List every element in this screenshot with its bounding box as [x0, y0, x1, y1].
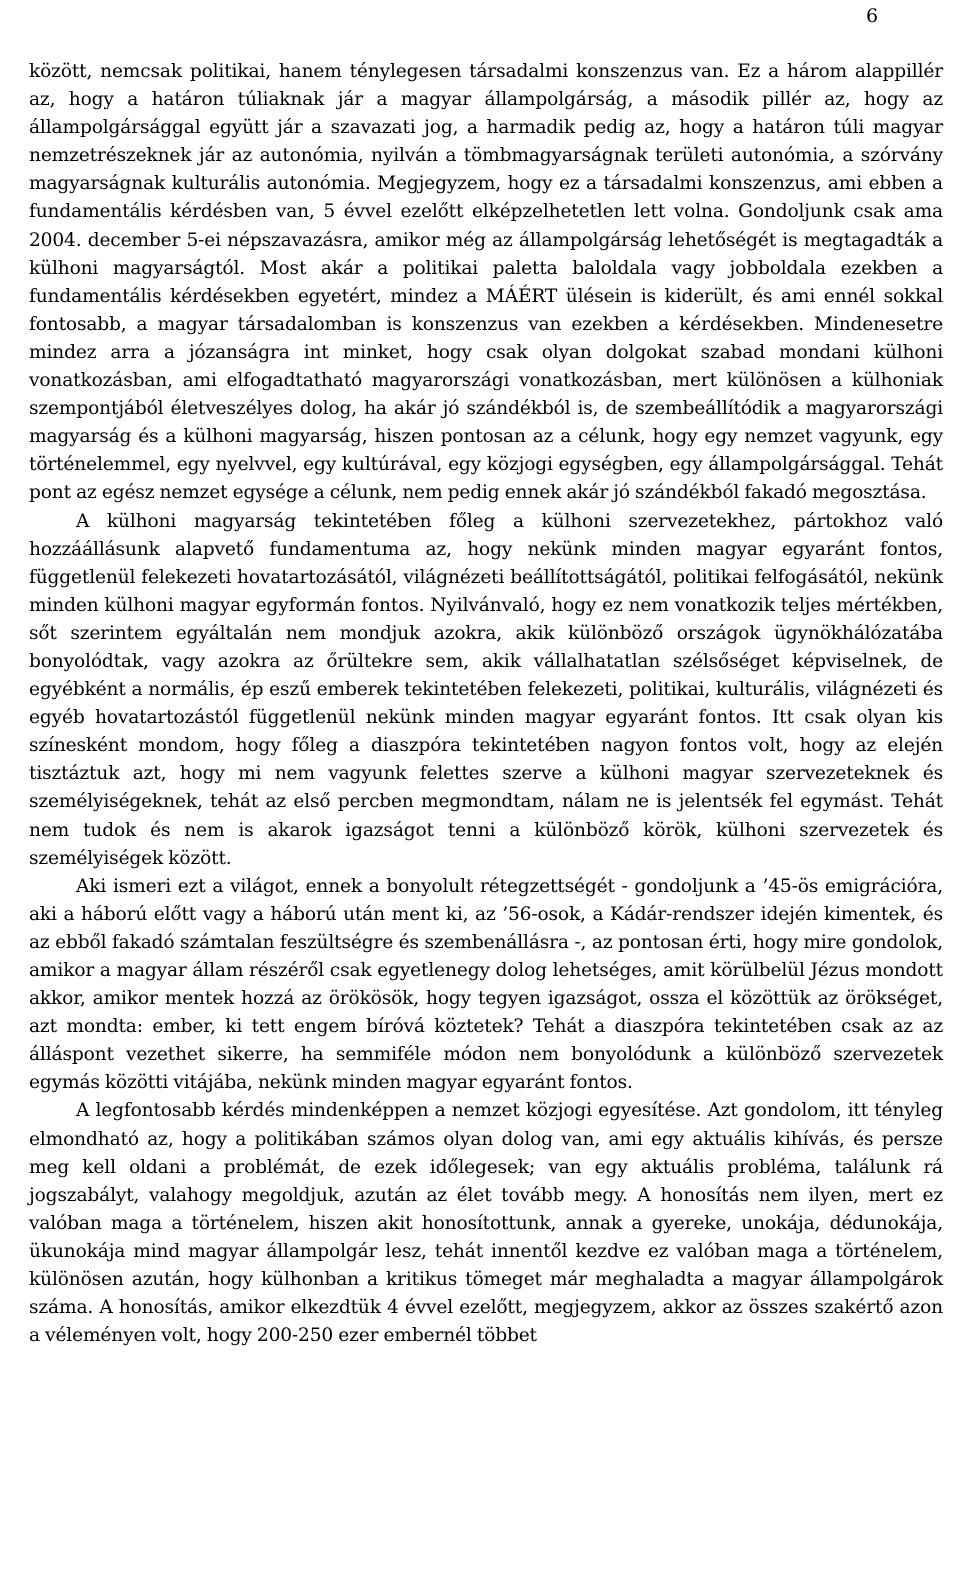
paragraph-4: A legfontosabb kérdés mindenképpen a nemzet közjogi egyesítése. Azt gondolom, itt tényleg elmondható az, hogy a politikában számos olyan dolog van, ami egy aktuális kihívás, és persze meg kell oldani a problémát, de ezek időlegesek; van egy aktuális probléma, találunk rá jogszabályt, valahogy megoldjuk, azután az élet tovább megy. A honosítás nem ilyen, mert ez valóban maga a történelem, hiszen akit honosítottunk, annak a gyereke, unokája, dédunokája, ükunokája mind magyar állampolgár lesz, tehát innentől kezdve ez valóban maga a történelem, különösen azután, hogy külhonban a kritikus tömeget már meghaladta a magyar állampolgárok száma. A honosítás, amikor elkezdtük 4 évvel ezelőtt, megjegyzem, akkor az összes szakértő azon a véleményen volt, hogy 200-250 ezer embernél többet	[29, 1100, 943, 1347]
paragraph-3: Aki ismeri ezt a világot, ennek a bonyolult rétegzettségét - gondoljunk a ’45-ös emigrációra, aki a háború előtt vagy a háború után ment ki, az ’56-osok, a Kádár-rendszer idején kimentek, és az ebből fakadó számtalan feszültségre és szembenállásra -, az pontosan érti, hogy mire gondolok, amikor a magyar állam részéről csak egyetlenegy dolog lehetséges, amit körülbelül Jézus mondott akkor, amikor mentek hozzá az örökösök, hogy tegyen igazságot, ossza el közöttük az örökséget, azt mondta: ember, ki tett engem bíróvá köztetek? Tehát a diaszpóra tekintetében csak az az álláspont vezethet sikerre, ha semmiféle módon nem bonyolódunk a különböző szervezetek egymás közötti vitájába, nekünk minden magyar egyaránt fontos.	[29, 875, 943, 1094]
paragraph-2: A külhoni magyarság tekintetében főleg a külhoni szervezetekhez, pártokhoz való hozzáállásunk alapvető fundamentuma az, hogy nekünk minden magyar egyaránt fontos, függetlenül felekezeti hovatartozásától, világnézeti beállítottságától, politikai felfogásától, nekünk minden külhoni magyar egyformán fontos. Nyilvánvaló, hogy ez nem vonatkozik teljes mértékben, sőt szerintem egyáltalán nem mondjuk azokra, akik különböző országok ügynökhálózatába bonyolódtak, vagy azokra az őrültekre sem, akik vállalhatatlan szélsőséget képviselnek, de egyébként a normális, ép eszű emberek tekintetében felekezeti, politikai, kulturális, világnézeti és egyéb hovatartozástól függetlenül nekünk minden magyar egyaránt fontos. Itt csak olyan kis színesként mondom, hogy főleg a diaszpóra tekintetében nagyon fontos volt, hogy az elején tisztáztuk azt, hogy mi nem vagyunk felettes szerve a külhoni magyar szervezeteknek és személyiségeknek, tehát az első percben megmondtam, nálam ne is jelentsék fel egymást. Tehát nem tudok és nem is akarok igazságot tenni a különböző körök, külhoni szervezetek és személyiségek között.	[29, 510, 943, 869]
page-number: 6	[866, 5, 879, 27]
paragraph-1: között, nemcsak politikai, hanem ténylegesen társadalmi konszenzus van. Ez a három alappillér az, hogy a határon túliaknak jár a magyar állampolgárság, a második pillér az, hogy az állampolgársággal együtt jár a szavazati jog, a harmadik pedig az, hogy a határon túli magyar nemzetrészeknek jár az autonómia, nyilván a tömbmagyarságnak területi autonómia, a szórvány magyarságnak kulturális autonómia. Megjegyzem, hogy ez a társadalmi konszenzus, ami ebben a fundamentális kérdésben van, 5 évvel ezelőtt elképzelhetetlen lett volna. Gondoljunk csak ama 2004. december 5-ei népszavazásra, amikor még az állampolgárság lehetőségét is megtagadták a külhoni magyarságtól. Most akár a politikai paletta baloldala vagy jobboldala ezekben a fundamentális kérdésekben egyetért, mindez a MÁÉRT ülésein is kiderült, és ami ennél sokkal fontosabb, a magyar társadalomban is konszenzus van ezekben a kérdésekben. Mindenesetre mindez arra a józanságra int minket, hogy csak olyan dolgokat szabad mondani külhoni vonatkozásban, ami elfogadtatható magyarországi vonatkozásban, mert különösen a külhoniak szempontjából életveszélyes dolog, ha akár jó szándékból is, de szembeállítódik a magyarországi magyarság és a külhoni magyarság, hiszen pontosan az a célunk, hogy egy nemzet vagyunk, egy történelemmel, egy nyelvvel, egy kultúrával, egy közjogi egységben, egy állampolgársággal. Tehát pont az egész nemzet egysége a célunk, nem pedig ennek akár jó szándékból fakadó megosztása.	[29, 61, 943, 504]
